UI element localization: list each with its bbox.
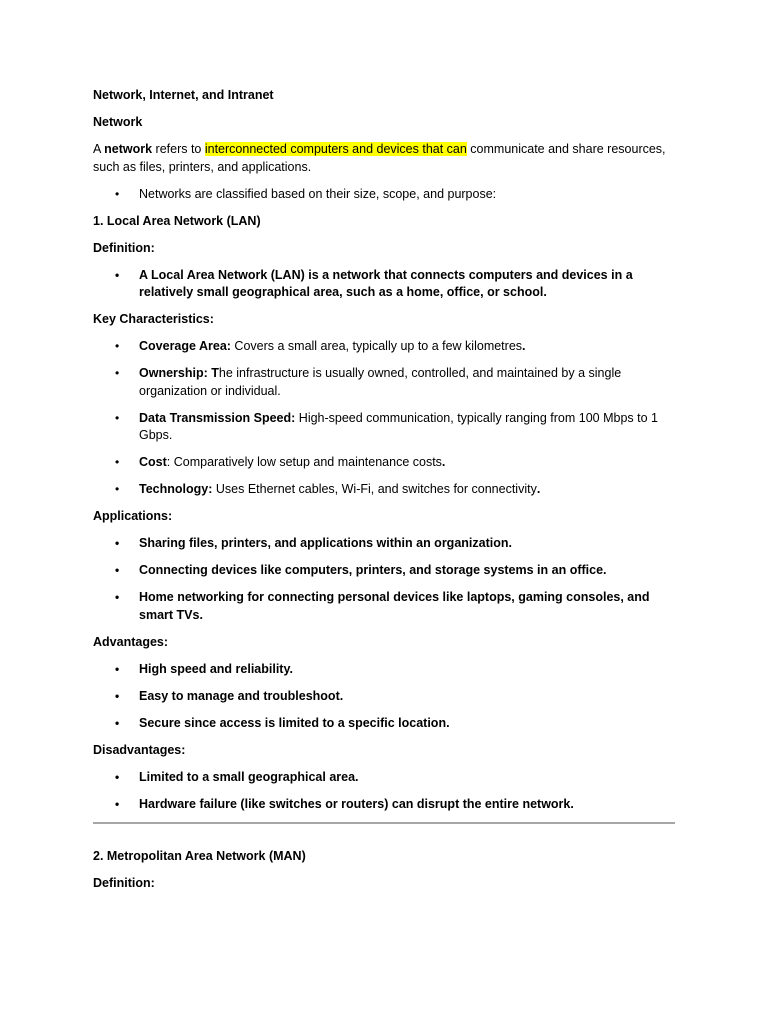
advantages-list: [93, 661, 675, 733]
intro-a: A: [93, 142, 105, 156]
list-item: [93, 688, 675, 706]
applications-label: Applications:: [93, 509, 173, 523]
list-item-text: Home networking for connecting personal devices like laptops, gaming consoles, and smart TVs.: [139, 590, 650, 622]
bullet-icon: •: [115, 563, 120, 577]
list-item-text: High speed and reliability.: [139, 661, 293, 676]
bullet-icon: •: [115, 267, 120, 282]
list-item: [93, 338, 675, 356]
item-text: Covers a small area, typically up to a few kilometres: [230, 339, 523, 353]
highlighted-text: interconnected computers and devices that can: [204, 142, 467, 156]
key-characteristics-label: Key Characteristics:: [93, 312, 214, 326]
bullet-icon: •: [115, 536, 120, 550]
network-heading: Network: [93, 115, 143, 129]
item-label: Coverage Area:: [139, 339, 231, 353]
bullet-icon: •: [115, 769, 120, 784]
list-item: [93, 535, 675, 553]
list-item: [93, 410, 675, 445]
item-end: .: [536, 482, 541, 496]
advantages-label: Advantages:: [93, 634, 169, 649]
disadvantages-list: [93, 769, 675, 814]
item-label: Cost: [139, 455, 167, 469]
intro-refers: refers to: [152, 142, 205, 156]
item-label: Data Transmission Speed:: [139, 410, 296, 425]
item-text: : Comparatively low setup and maintenance costs: [166, 455, 442, 469]
man-heading: 2. Metropolitan Area Network (MAN): [93, 849, 306, 863]
list-item: [93, 796, 675, 814]
document-title: Network, Internet, and Intranet: [93, 88, 274, 102]
intro-rest: communicate and share resources, such as files, printers, and applications.: [93, 142, 666, 174]
item-end: .: [522, 339, 526, 353]
item-label: Ownership: T: [139, 366, 219, 380]
list-item: [93, 267, 675, 302]
intro-paragraph: [93, 141, 675, 176]
item-end: .: [441, 455, 446, 469]
bullet-icon: •: [115, 715, 120, 730]
disadvantages-label: Disadvantages:: [93, 742, 186, 757]
bullet-icon: •: [115, 590, 120, 604]
bullet-icon: •: [115, 688, 120, 703]
applications-list: [93, 535, 675, 624]
list-item-text: Hardware failure (like switches or routers) can disrupt the entire network.: [139, 796, 574, 811]
list-item: [93, 562, 675, 580]
list-item: [93, 715, 675, 733]
list-item-text: A Local Area Network (LAN) is a network that connects computers and devices in a relatively small geographical area, such as a home, office, or school.: [139, 267, 633, 299]
lan-definition-label: Definition:: [93, 240, 155, 255]
item-text: he infrastructure is usually owned, controlled, and maintained by a single organization or individual.: [139, 366, 622, 398]
bullet-icon: •: [115, 339, 120, 353]
item-label: Technology:: [139, 482, 213, 496]
list-item: [93, 661, 675, 679]
list-item: [93, 365, 675, 400]
intro-bullet-list: [93, 186, 675, 204]
list-item-text: Connecting devices like computers, printers, and storage systems in an office.: [139, 563, 607, 577]
bullet-icon: •: [115, 482, 120, 496]
list-item: [93, 769, 675, 787]
list-item-text: Networks are classified based on their size, scope, and purpose:: [139, 186, 497, 201]
list-item: [93, 589, 675, 624]
lan-definition-list: [93, 267, 675, 302]
lan-heading: 1. Local Area Network (LAN): [93, 213, 261, 228]
list-item: [93, 454, 675, 472]
item-text: Uses Ethernet cables, Wi-Fi, and switches for connectivity: [212, 482, 537, 496]
list-item-text: Secure since access is limited to a specific location.: [139, 715, 450, 730]
bullet-icon: •: [115, 186, 120, 201]
list-item-text: Easy to manage and troubleshoot.: [139, 688, 344, 703]
bullet-icon: •: [115, 366, 120, 380]
list-item-text: Sharing files, printers, and applications within an organization.: [139, 536, 512, 550]
document-page: [93, 0, 675, 893]
bullet-icon: •: [115, 661, 120, 676]
list-item: [93, 481, 675, 499]
item-text: High-speed communication, typically ranging from 100 Mbps to 1 Gbps.: [139, 410, 658, 442]
list-item-text: Limited to a small geographical area.: [139, 769, 359, 784]
bullet-icon: •: [115, 796, 120, 811]
list-item: [93, 186, 675, 204]
bullet-icon: •: [115, 410, 120, 425]
man-definition-label: Definition:: [93, 876, 155, 890]
bullet-icon: •: [115, 455, 120, 469]
key-characteristics-list: [93, 338, 675, 499]
intro-network-word: network: [104, 142, 153, 156]
